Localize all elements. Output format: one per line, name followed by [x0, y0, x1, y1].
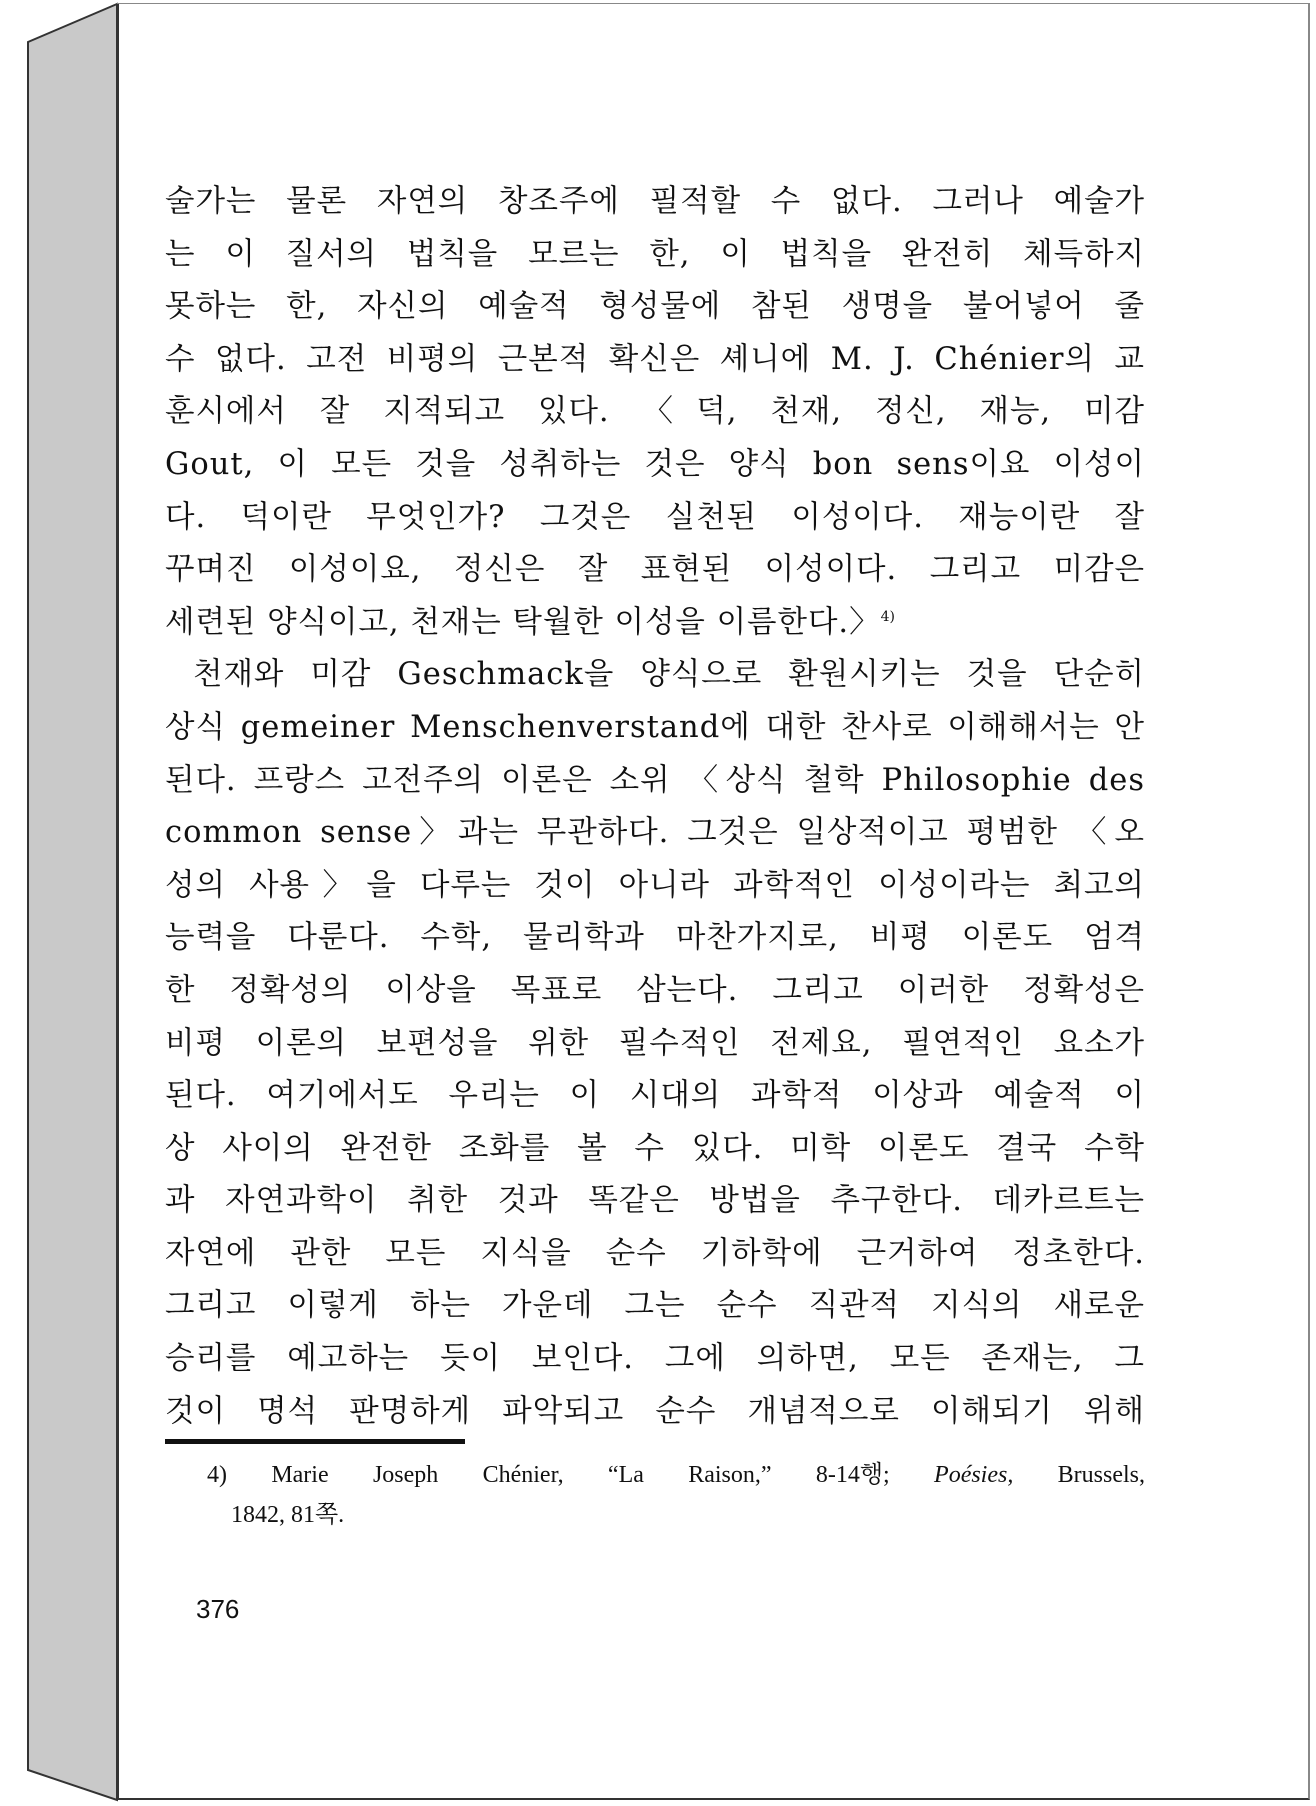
- body-line: 다. 덕이란 무엇인가? 그것은 실천된 이성이다. 재능이란 잘: [165, 499, 1145, 535]
- paragraph-start-line: 천재와 미감 Geschmack을 양식으로 환원시키는 것을 단순히: [193, 657, 1145, 693]
- body-line: 상 사이의 완전한 조화를 볼 수 있다. 미학 이론도 결국 수학: [165, 1130, 1145, 1166]
- body-line: 훈시에서 잘 지적되고 있다. 〈덕, 천재, 정신, 재능, 미감: [165, 394, 1145, 430]
- body-line: Gout, 이 모든 것을 성취하는 것은 양식 bon sens이요 이성이: [165, 446, 1145, 482]
- body-line: 된다. 프랑스 고전주의 이론은 소위 〈상식 철학 Philosophie des: [165, 762, 1145, 798]
- body-line-with-footnote: [165, 597, 1145, 650]
- body-line: 비평 이론의 보편성을 위한 필수적인 전제요, 필연적인 요소가: [165, 1025, 1145, 1061]
- footnote-book-title: Poésies,: [934, 1462, 1014, 1488]
- footnote-citation: 4) Marie Joseph Chénier, “La Raison,” 8-14행;: [207, 1462, 890, 1488]
- body-line: 못하는 한, 자신의 예술적 형성물에 참된 생명을 불어넣어 줄: [165, 289, 1145, 325]
- body-line-text: 세련된 양식이고, 천재는 탁월한 이성을 이름한다.〉: [165, 604, 881, 640]
- body-line: 는 이 질서의 법칙을 모르는 한, 이 법칙을 완전히 체득하지: [165, 236, 1145, 272]
- body-line: 된다. 여기에서도 우리는 이 시대의 과학적 이상과 예술적 이: [165, 1078, 1145, 1114]
- body-line: 것이 명석 판명하게 파악되고 순수 개념적으로 이해되기 위해: [165, 1393, 1145, 1429]
- body-line: 능력을 다룬다. 수학, 물리학과 마찬가지로, 비평 이론도 엄격: [165, 920, 1145, 956]
- body-line: 그리고 이렇게 하는 가운데 그는 순수 직관적 지식의 새로운: [165, 1288, 1145, 1324]
- body-line: 과 자연과학이 취한 것과 똑같은 방법을 추구한다. 데카르트는: [165, 1183, 1145, 1219]
- body-line: 승리를 예고하는 듯이 보인다. 그에 의하면, 모든 존재는, 그: [165, 1341, 1145, 1377]
- body-line: 상식 gemeiner Menschenverstand에 대한 찬사로 이해해서는 안: [165, 709, 1145, 745]
- footnote-line: 1842, 81쪽.: [231, 1502, 345, 1528]
- body-line: 한 정확성의 이상을 목표로 삼는다. 그리고 이러한 정확성은: [165, 972, 1145, 1008]
- body-line: 술가는 물론 자연의 창조주에 필적할 수 없다. 그러나 예술가: [165, 184, 1145, 219]
- body-line: 자연에 관한 모든 지식을 순수 기하학에 근거하여 정초한다.: [165, 1235, 1145, 1271]
- footnote-place: Brussels,: [1057, 1462, 1146, 1488]
- footnote-reference: 4): [880, 608, 895, 625]
- page-number: 376: [196, 1594, 240, 1624]
- footnote-line: [207, 1455, 1145, 1495]
- body-line: common sense〉과는 무관하다. 그것은 일상적이고 평범한 〈오: [165, 815, 1145, 851]
- footnote: [207, 1455, 1145, 1535]
- body-line: 꾸며진 이성이요, 정신은 잘 표현된 이성이다. 그리고 미감은: [165, 552, 1145, 588]
- body-line: 수 없다. 고전 비평의 근본적 확신은 셰니에 M. J. Chénier의 교: [165, 341, 1145, 377]
- body-text: [165, 176, 1145, 1438]
- body-line: 성의 사용〉을 다루는 것이 아니라 과학적인 이성이라는 최고의: [165, 867, 1145, 903]
- footnote-divider: [165, 1439, 465, 1444]
